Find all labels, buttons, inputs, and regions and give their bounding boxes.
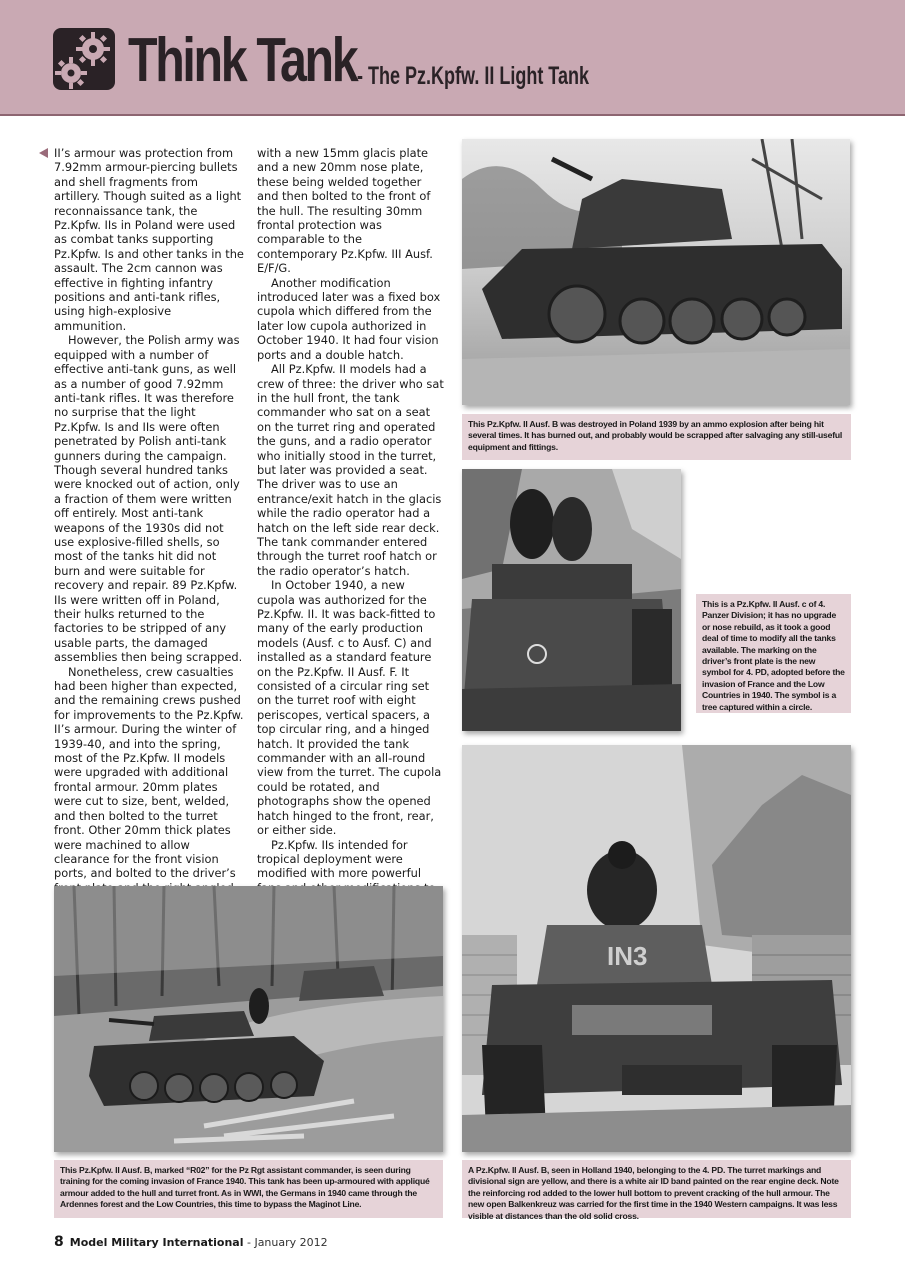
photo-holland-tank	[462, 745, 851, 1152]
issue-date: - January 2012	[246, 1236, 328, 1249]
paragraph: Nonetheless, crew casualties had been higher than expected, and the remaining crews pushed for improvements to the Pz.Kpfw. II’s armour. During the winter of 1939-40, and into the spring, most of the Pz.Kpfw. II models were upgraded with additional frontal armour. 20mm plates were cut to size, bent, welded, and then bolted to the turret front. Other 20mm thick plates were machined to allow clearance for the front vision ports, and bolted to the driver’s	[54, 664, 244, 881]
photo-destroyed-tank	[462, 139, 850, 405]
paragraph: In October 1940, a new cupola was authorized for the Pz.Kpfw. II. It was back-fitted to many of the early production models (Ausf. c to Ausf. C) and installed as a standard feature on the Pz.Kpfw. II Ausf. F. It consisted of a circular ring set on the turret roof with eight periscopes, vertical spacers, a top circular ring, and a hinged hatch. It provided the tank commander with an all-round view from the turret. The cupola could be rotated, and photographs show the opened hatch hinged to the front, rear, or either side.	[257, 578, 442, 838]
article-column-1	[54, 146, 244, 938]
page-title: Think Tank	[128, 26, 357, 95]
page-footer	[54, 1234, 328, 1251]
photo-forest-training	[54, 886, 443, 1152]
paragraph: with a new 15mm glacis plate and a new 20mm nose plate, these being welded together and then bolted to the front of the hull. The resulting 30mm frontal protection was comparable to the contemporary Pz.Kpfw. III Ausf. E/F/G.	[257, 146, 433, 276]
header-banner	[0, 0, 905, 116]
photo-tank-crew	[462, 469, 681, 731]
turret-marking: IN3	[607, 941, 648, 971]
continuation-arrow-icon	[39, 148, 48, 158]
article-column-2	[257, 146, 445, 938]
photo-caption: A Pz.Kpfw. II Ausf. B, seen in Holland 1940, belonging to the 4. PD. The turret markings and divisional sign are yellow, and there is a white air ID band painted on the rear engine deck. Note the reinforcing rod added to the lower hull bottom to prevent cracking of the hull armour. The new open Balkenkreuz was carried for the first time in the 1940 Western campaigns. It was less visible at distances than the old solid cross.	[462, 1160, 851, 1218]
paragraph: Pz.Kpfw. IIs intended for tropical deployment were modified with more powerful	[257, 837, 422, 881]
page-subtitle: - The Pz.Kpfw. II Light Tank	[357, 62, 589, 90]
paragraph: Another modification introduced later was a fixed box cupola which differed from the later low cupola authorized in October 1940. It had four vision ports and a double hatch.	[257, 275, 441, 362]
paragraph: However, the Polish army was equipped with a number of effective anti-tank guns, as well as a number of good 7.92mm anti-tank rifles. It was therefore no surprise that the light Pz.Kpfw. Is and IIs were often penetrated by Polish anti-tank gunners during the campaign. Though several hundred tanks were knocked out of action, only a fraction of them were written off entirely. Most anti-tank weapons of the 1930s did not use explosive-filled shells, so most of the tanks hit did not burn and were suitable for recovery and repair. 89 Pz.Kpfw. IIs were written off in Poland, their hulks returned to the factories to be stripped of any usable parts, the damaged assemblies then being scrapped.	[54, 333, 243, 665]
photo-caption: This is a Pz.Kpfw. II Ausf. c of 4. Panzer Division; it has no upgrade or nose rebuild, as it took a good deal of time to modify all the tanks available. The marking on the driver’s front plate is the new symbol for 4. PD, adopted before the invasion of France and the Low Countries in 1940. The symbol is a tree captured within a circle.	[696, 594, 851, 713]
paragraph: All Pz.Kpfw. II models had a crew of three: the driver who sat in the hull front, the tank commander who sat on a seat on the turret ring and operated the guns, and a radio operator who initially stood in the turret, but later was provided a seat. The driver was to use an entrance/exit hatch in the glacis while the radio operator had a hatch on the left side rear deck. The tank commander entered through the turret roof hatch or the radio operator’s hatch.	[257, 362, 444, 578]
magazine-name: Model Military International	[69, 1236, 244, 1249]
paragraph: II’s armour was protection from 7.92mm armour-piercing bullets and shell fragments from artillery. Though suited as a light reconnaissance tank, the Pz.Kpfw. IIs in Poland were used as combat tanks supporting Pz.Kpfw. Is and other tanks in the assault. The 2cm cannon was effective in fighting infantry positions and anti-tank rifles, using high-explosive ammunition.	[54, 146, 244, 333]
page-number: 8	[54, 1234, 64, 1250]
gears-logo-icon	[53, 28, 115, 90]
photo-caption: This Pz.Kpfw. II Ausf. B, marked “R02” for the Pz Rgt assistant commander, is seen during training for the coming invasion of France 1940. This tank has been up-armoured with appliqué armour added to the hull and turret front. As in WWI, the Germans in 1940 came through the Ardennes forest and the Low Countries, this time to bypass the Maginot Line.	[54, 1160, 443, 1218]
photo-caption: This Pz.Kpfw. II Ausf. B was destroyed in Poland 1939 by an ammo explosion after being hit several times. It has burned out, and probably would be scrapped after salvaging any still-useful equipment and fittings.	[462, 414, 851, 460]
